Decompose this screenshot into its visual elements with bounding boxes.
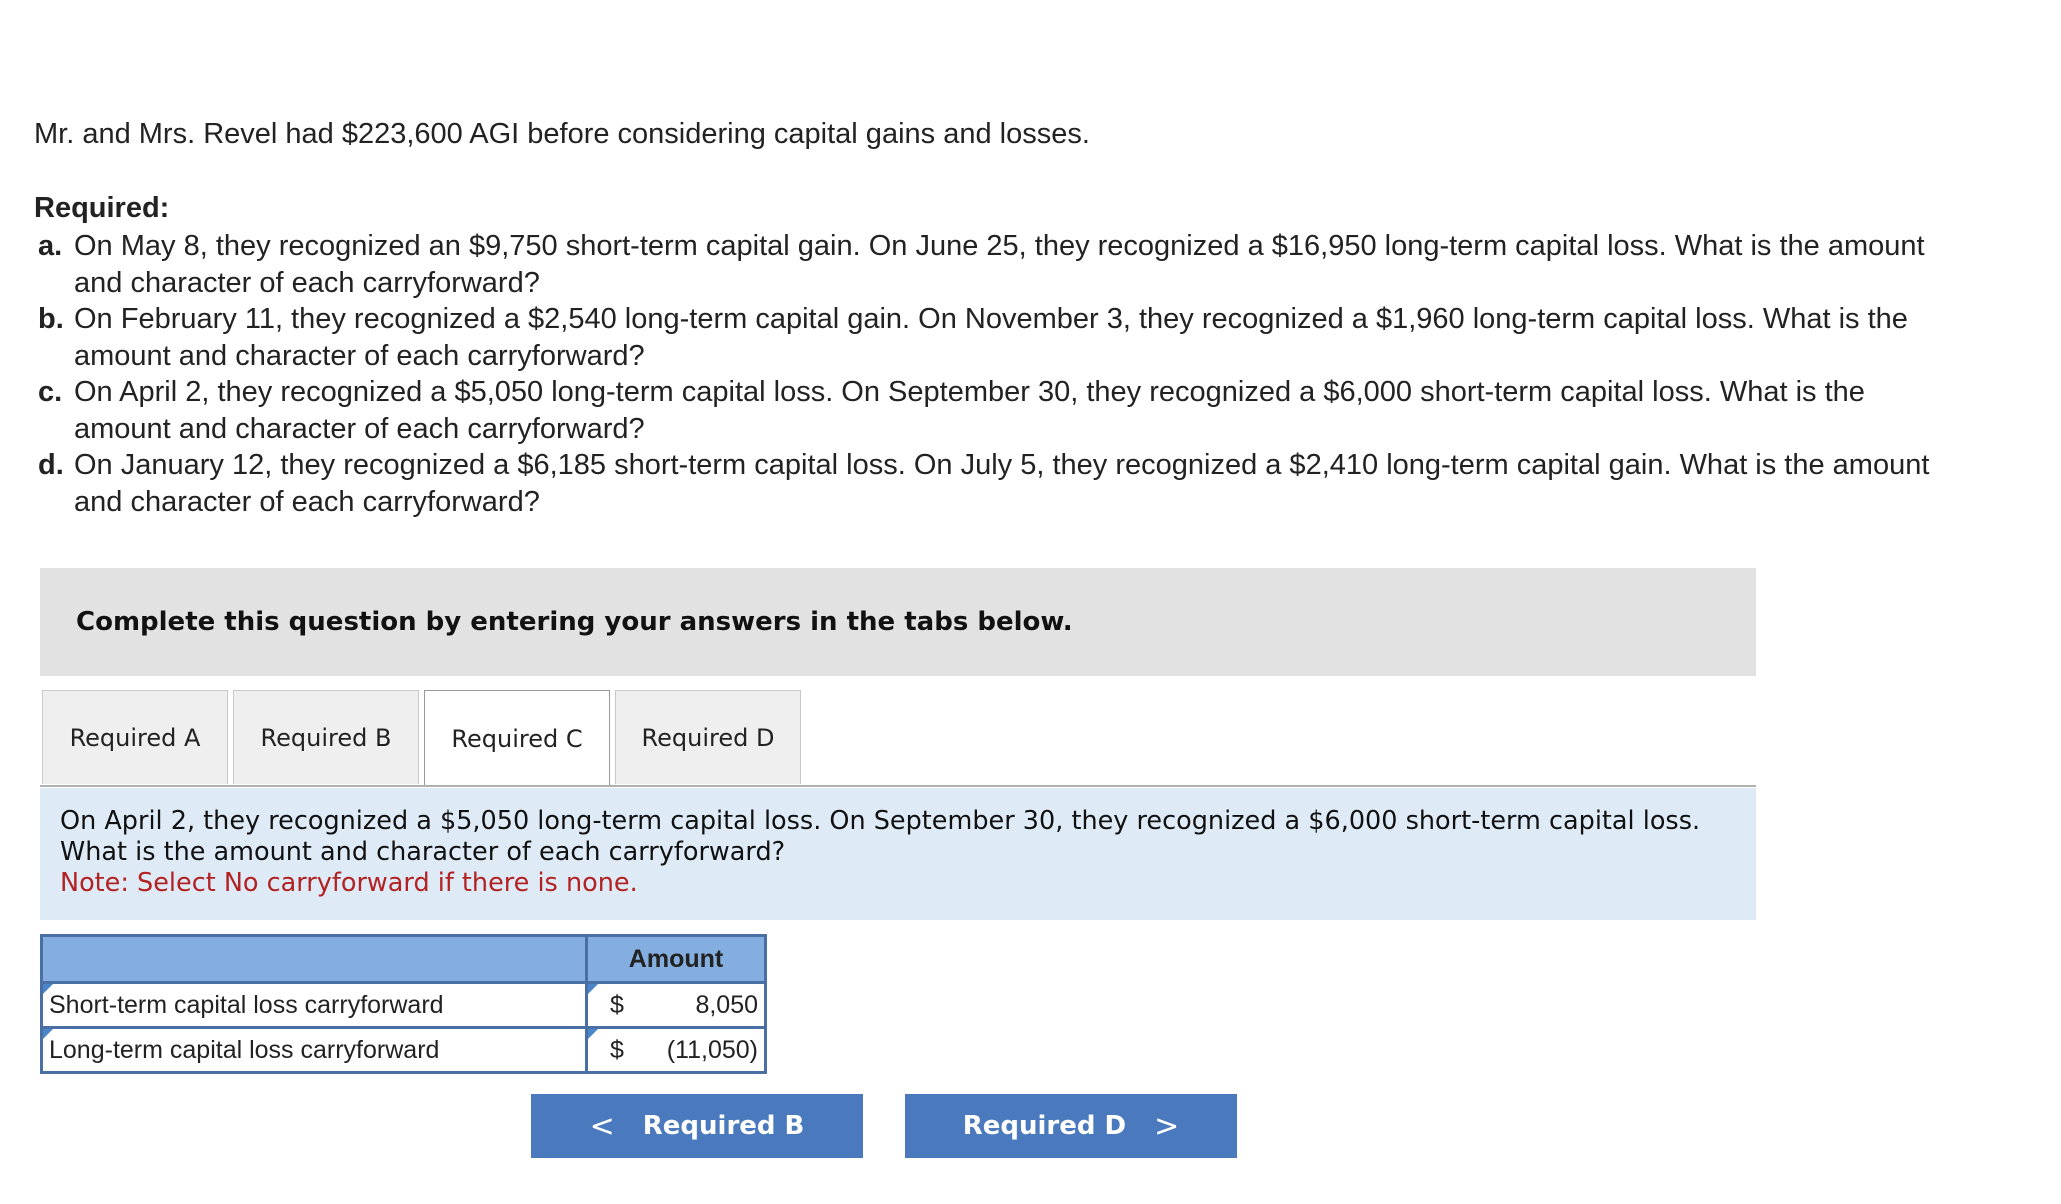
next-required-d-button[interactable]	[905, 1094, 1237, 1158]
table-row	[42, 983, 766, 1028]
tab-divider	[40, 785, 1756, 787]
chevron-right-icon: >	[1154, 1108, 1180, 1144]
tab-required-d[interactable]: Required D	[615, 690, 801, 784]
next-button-label: Required D	[962, 1111, 1127, 1141]
tab-bar	[42, 690, 801, 786]
currency-symbol: $	[610, 1035, 624, 1064]
requirement-text: On May 8, they recognized an $9,750 short-term capital gain. On June 25, they recognized a $16,950 long-term capital loss. What is the amount and character of each carryforward?	[74, 230, 1925, 299]
cell-marker-icon	[588, 1029, 598, 1039]
requirements-list	[38, 228, 1968, 520]
requirement-text: On February 11, they recognized a $2,540 long-term capital gain. On November 3, they recognized a $1,960 long-term capital loss. What is the amount and character of each carryforward?	[74, 303, 1908, 372]
cell-marker-icon	[43, 1029, 53, 1039]
amount-input[interactable]	[587, 1028, 766, 1073]
requirement-text: On April 2, they recognized a $5,050 long-term capital loss. On September 30, they recognized a $6,000 short-term capital loss. What is the amount and character of each carryforward?	[74, 376, 1865, 445]
required-heading: Required:	[34, 192, 170, 224]
instruction-banner	[40, 568, 1756, 676]
intro-text: Mr. and Mrs. Revel had $223,600 AGI before considering capital gains and losses.	[34, 118, 1090, 150]
tab-required-a[interactable]: Required A	[42, 690, 228, 784]
header-amount: Amount	[587, 936, 766, 983]
prev-required-b-button[interactable]	[531, 1094, 863, 1158]
chevron-left-icon: <	[589, 1108, 615, 1144]
requirement-letter: d.	[38, 449, 64, 481]
currency-symbol: $	[610, 990, 624, 1019]
cell-marker-icon	[588, 984, 598, 994]
cell-marker-icon	[43, 984, 53, 994]
question-text: On April 2, they recognized a $5,050 long-term capital loss. On September 30, they recognized a $6,000 short-term capital loss. What is the amount and character of each carryforward?	[60, 806, 1701, 867]
requirement-letter: b.	[38, 303, 64, 335]
requirement-b	[38, 301, 1968, 374]
amount-value: 8,050	[695, 990, 758, 1019]
requirement-text: On January 12, they recognized a $6,185 short-term capital loss. On July 5, they recognized a $2,410 long-term capital gain. What is the amount and character of each carryforward?	[74, 449, 1930, 518]
question-panel	[40, 788, 1756, 920]
header-blank	[42, 936, 587, 983]
requirement-letter: c.	[38, 376, 63, 408]
row-label: Short-term capital loss carryforward	[49, 990, 444, 1019]
amount-value: (11,050)	[666, 1035, 758, 1064]
row-label-dropdown[interactable]	[42, 983, 587, 1028]
table-header-row	[42, 936, 766, 983]
requirement-letter: a.	[38, 230, 63, 262]
table-row	[42, 1028, 766, 1073]
requirement-d	[38, 447, 1968, 520]
answer-table	[40, 934, 767, 1074]
requirement-c	[38, 374, 1968, 447]
row-label-dropdown[interactable]	[42, 1028, 587, 1073]
banner-text: Complete this question by entering your answers in the tabs below.	[76, 607, 1073, 637]
question-note: Note: Select No carryforward if there is none.	[60, 868, 638, 898]
requirement-a	[38, 228, 1968, 301]
prev-button-label: Required B	[642, 1111, 805, 1141]
tab-required-b[interactable]: Required B	[233, 690, 419, 784]
row-label: Long-term capital loss carryforward	[49, 1035, 440, 1064]
amount-input[interactable]	[587, 983, 766, 1028]
tab-required-c[interactable]: Required C	[424, 690, 610, 786]
